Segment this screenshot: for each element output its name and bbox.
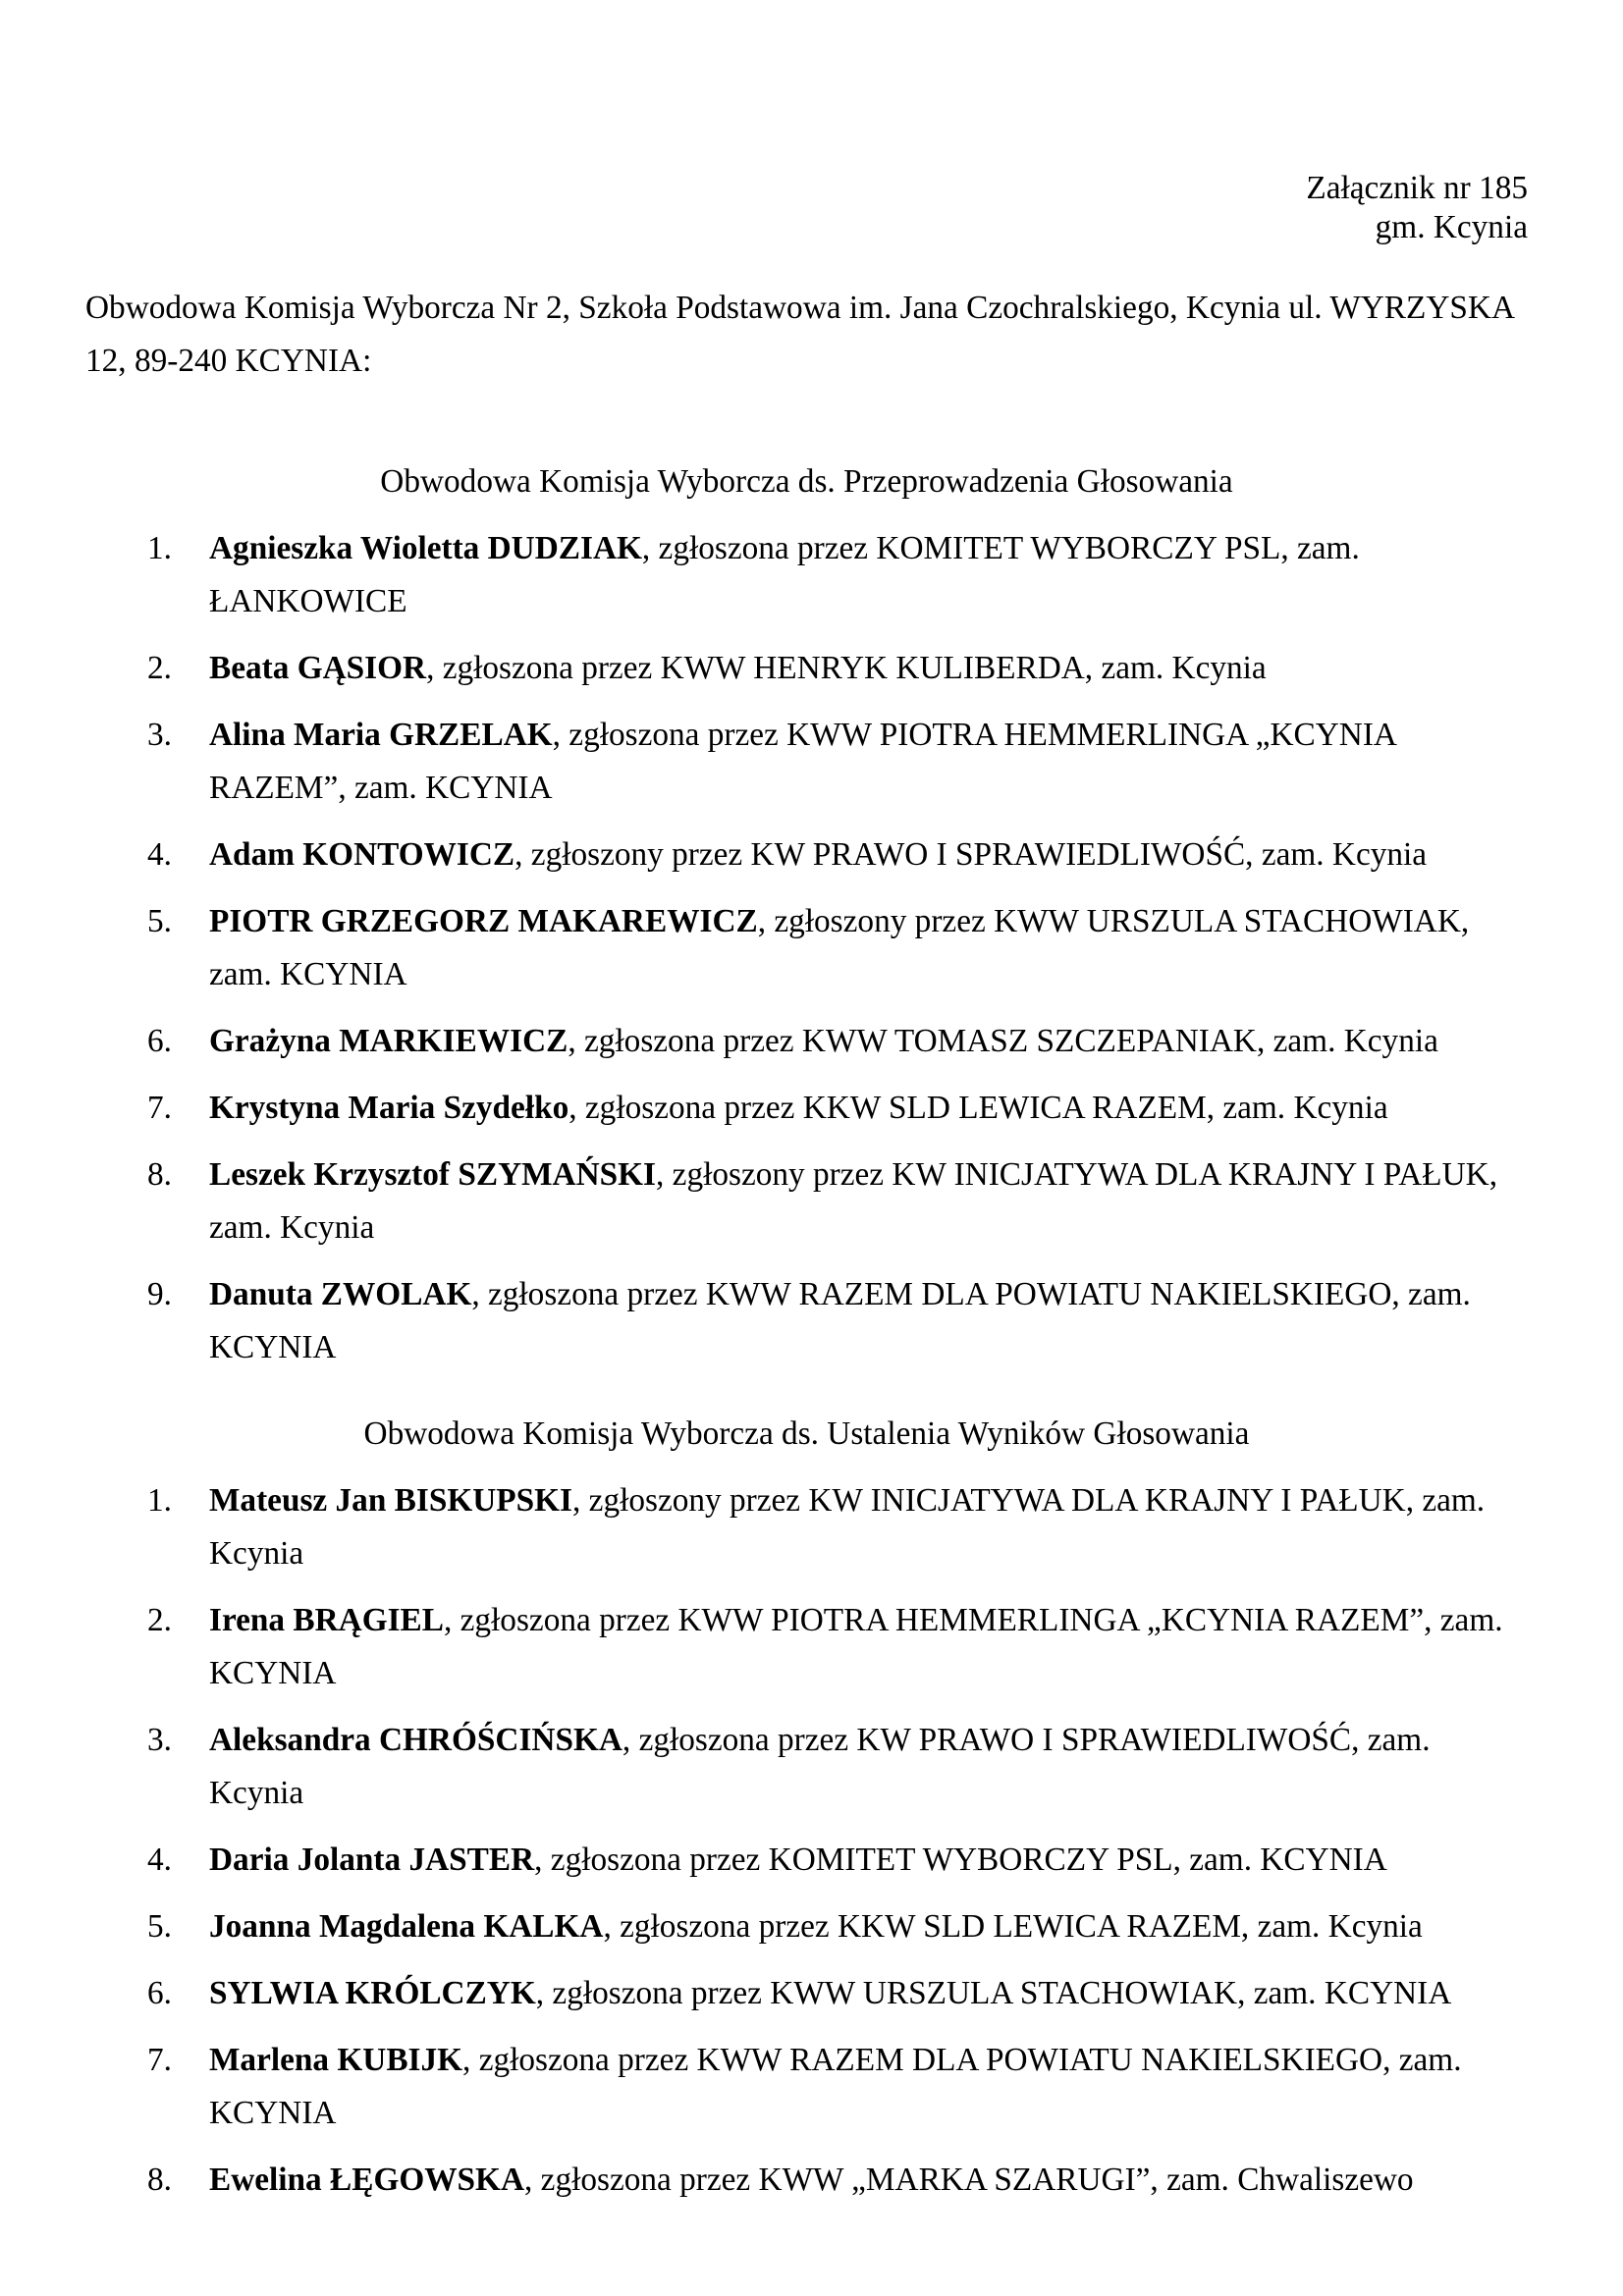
list-item (147, 1082, 1528, 1135)
item-text (209, 1474, 1528, 1580)
item-text (209, 1015, 1528, 1068)
item-number: 3. (147, 717, 172, 753)
member-description: , zgłoszony przez KW INICJATYWA DLA KRAJNY I PAŁUK, zam. Kcynia (209, 1156, 1498, 1246)
member-list-voting (85, 522, 1528, 1374)
item-text (209, 2034, 1528, 2140)
member-description: , zgłoszona przez KWW HENRYK KULIBERDA, zam. Kcynia (426, 650, 1267, 686)
item-text (209, 1148, 1528, 1255)
member-name: PIOTR GRZEGORZ MAKAREWICZ (209, 903, 758, 939)
item-number: 5. (147, 1908, 172, 1945)
item-text (209, 895, 1528, 1001)
member-description: , zgłoszony przez KW PRAWO I SPRAWIEDLIWOŚĆ, zam. Kcynia (514, 836, 1428, 873)
list-item (147, 1714, 1528, 1820)
member-name: Agnieszka Wioletta DUDZIAK (209, 530, 642, 566)
item-number: 5. (147, 903, 172, 939)
list-item (147, 522, 1528, 628)
member-description: , zgłoszona przez KWW TOMASZ SZCZEPANIAK, zam. Kcynia (568, 1023, 1438, 1059)
member-description: , zgłoszony przez KWW URSZULA STACHOWIAK, zam. KCYNIA (209, 903, 1470, 992)
item-number: 7. (147, 2042, 172, 2078)
member-description: , zgłoszony przez KW INICJATYWA DLA KRAJNY I PAŁUK, zam. Kcynia (209, 1482, 1486, 1572)
member-name: Ewelina ŁĘGOWSKA (209, 2162, 525, 2198)
member-name: Alina Maria GRZELAK (209, 717, 553, 753)
item-text (209, 1082, 1528, 1135)
list-item (147, 1834, 1528, 1887)
list-item (147, 828, 1528, 881)
list-item (147, 1015, 1528, 1068)
item-text (209, 1714, 1528, 1820)
list-item (147, 1594, 1528, 1700)
member-name: Danuta ZWOLAK (209, 1276, 472, 1312)
member-description: , zgłoszona przez KWW URSZULA STACHOWIAK, zam. KCYNIA (535, 1975, 1452, 2011)
member-description: , zgłoszona przez KWW RAZEM DLA POWIATU NAKIELSKIEGO, zam. KCYNIA (209, 2042, 1462, 2131)
list-item (147, 1268, 1528, 1374)
member-name: Joanna Magdalena KALKA (209, 1908, 604, 1945)
intro-paragraph: Obwodowa Komisja Wyborcza Nr 2, Szkoła Podstawowa im. Jana Czochralskiego, Kcynia ul. WYRZYSKA 12, 89-240 KCYNIA: (85, 290, 1514, 379)
attachment-number: Załącznik nr 185 (1306, 170, 1528, 206)
list-item (147, 1900, 1528, 1953)
member-list-results (85, 1474, 1528, 2207)
item-number: 4. (147, 1842, 172, 1878)
item-text (209, 709, 1528, 815)
item-number: 6. (147, 1023, 172, 1059)
item-text (209, 1967, 1528, 2020)
member-name: Daria Jolanta JASTER (209, 1842, 535, 1878)
member-name: Marlena KUBIJK (209, 2042, 463, 2078)
member-description: , zgłoszona przez KKW SLD LEWICA RAZEM, zam. Kcynia (568, 1090, 1388, 1126)
member-name: SYLWIA KRÓLCZYK (209, 1975, 536, 2011)
member-description: , zgłoszona przez KWW RAZEM DLA POWIATU NAKIELSKIEGO, zam. KCYNIA (209, 1276, 1471, 1365)
member-name: Beata GĄSIOR (209, 650, 427, 686)
item-text (209, 522, 1528, 628)
item-text (209, 1834, 1528, 1887)
attachment-note (85, 169, 1528, 247)
member-description: , zgłoszona przez KWW PIOTRA HEMMERLINGA „KCYNIA RAZEM”, zam. KCYNIA (209, 1602, 1503, 1691)
item-text (209, 1594, 1528, 1700)
member-description: , zgłoszona przez KOMITET WYBORCZY PSL, zam. ŁANKOWICE (209, 530, 1360, 619)
item-number: 2. (147, 650, 172, 686)
list-item (147, 2034, 1528, 2140)
list-item (147, 1474, 1528, 1580)
item-number: 1. (147, 530, 172, 566)
item-text (209, 642, 1528, 695)
item-text (209, 1900, 1528, 1953)
attachment-municipality: gm. Kcynia (1375, 209, 1528, 245)
item-number: 8. (147, 2162, 172, 2198)
list-item (147, 895, 1528, 1001)
member-description: , zgłoszona przez KOMITET WYBORCZY PSL, zam. KCYNIA (534, 1842, 1387, 1878)
list-item (147, 642, 1528, 695)
item-number: 1. (147, 1482, 172, 1519)
item-number: 9. (147, 1276, 172, 1312)
item-number: 3. (147, 1722, 172, 1758)
member-name: Irena BRĄGIEL (209, 1602, 444, 1638)
item-text (209, 828, 1528, 881)
member-description: , zgłoszona przez KW PRAWO I SPRAWIEDLIWOŚĆ, zam. Kcynia (209, 1722, 1431, 1811)
member-name: Adam KONTOWICZ (209, 836, 515, 873)
member-name: Grażyna MARKIEWICZ (209, 1023, 568, 1059)
list-item (147, 709, 1528, 815)
list-item (147, 1148, 1528, 1255)
item-number: 8. (147, 1156, 172, 1193)
list-item (147, 2154, 1528, 2207)
item-number: 4. (147, 836, 172, 873)
member-name: Leszek Krzysztof SZYMAŃSKI (209, 1156, 657, 1193)
member-description: , zgłoszona przez KWW „MARKA SZARUGI”, zam. Chwaliszewo (524, 2162, 1414, 2198)
member-description: , zgłoszona przez KWW PIOTRA HEMMERLINGA „KCYNIA RAZEM”, zam. KCYNIA (209, 717, 1396, 806)
member-name: Krystyna Maria Szydełko (209, 1090, 569, 1126)
section-heading-results: Obwodowa Komisja Wyborcza ds. Ustalenia Wyników Głosowania (363, 1415, 1250, 1452)
member-name: Aleksandra CHRÓŚCIŃSKA (209, 1722, 622, 1758)
item-number: 6. (147, 1975, 172, 2011)
item-number: 7. (147, 1090, 172, 1126)
list-item (147, 1967, 1528, 2020)
item-text (209, 2154, 1528, 2207)
member-description: , zgłoszona przez KKW SLD LEWICA RAZEM, zam. Kcynia (603, 1908, 1423, 1945)
member-name: Mateusz Jan BISKUPSKI (209, 1482, 573, 1519)
item-number: 2. (147, 1602, 172, 1638)
section-heading-voting: Obwodowa Komisja Wyborcza ds. Przeprowadzenia Głosowania (380, 463, 1233, 500)
item-text (209, 1268, 1528, 1374)
